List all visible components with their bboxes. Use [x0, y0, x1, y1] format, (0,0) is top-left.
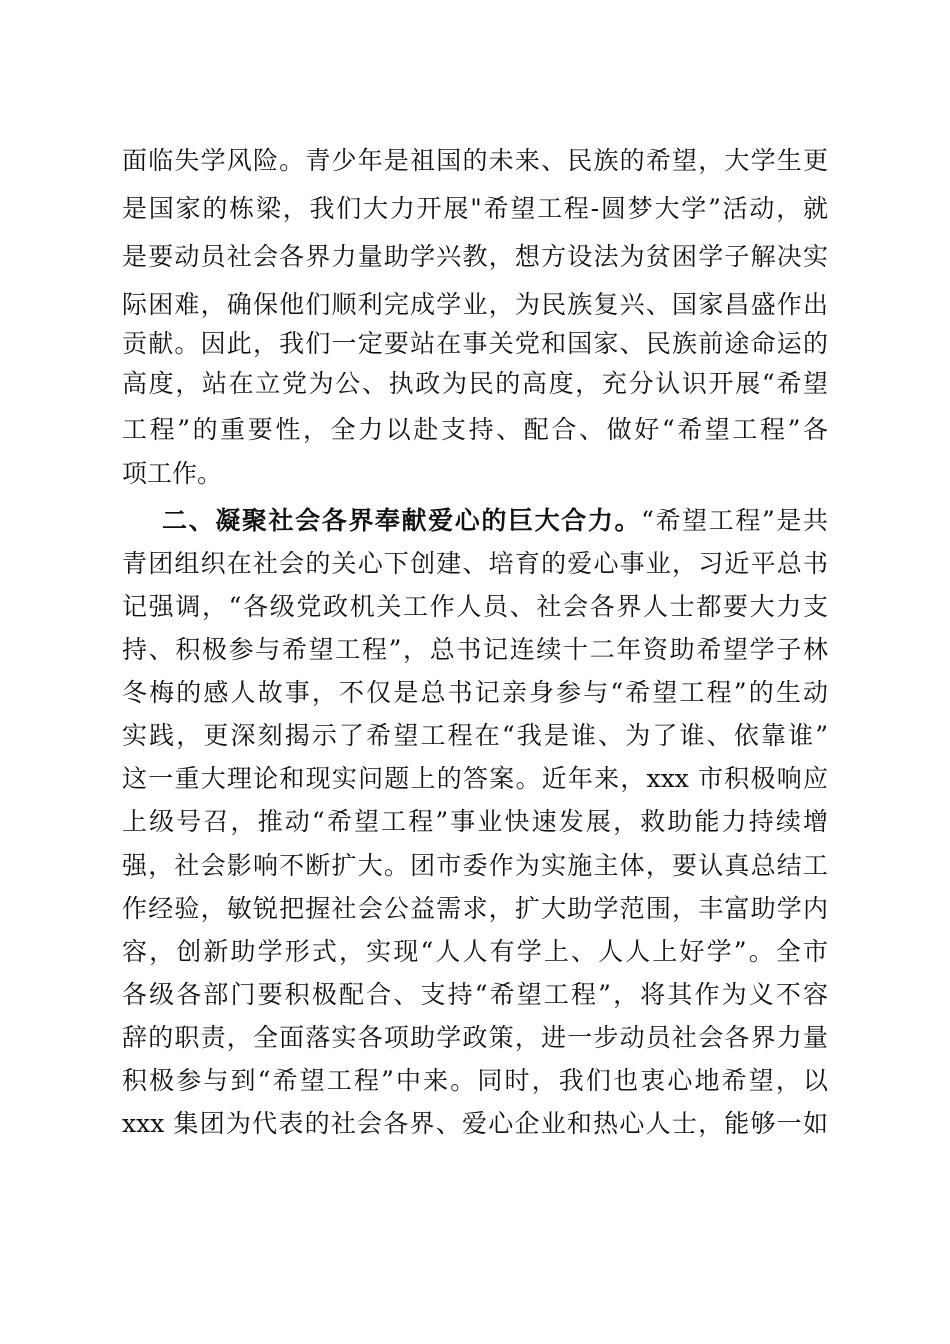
- paragraph-first-line: [162, 499, 828, 543]
- paragraph-line: 这一重大理论和现实问题上的答案。近年来，xxx 市积极响应: [122, 764, 828, 793]
- paragraph-line: 高度，站在立党为公、执政为民的高度，充分认识开展“希望: [122, 369, 828, 398]
- paragraph-line: 项工作。: [122, 459, 223, 488]
- paragraph-line: 辞的职责，全面落实各项助学政策，进一步动员社会各界力量: [122, 1023, 828, 1052]
- paragraph-line: 作经验，敏锐把握社会公益需求，扩大助学范围，丰富助学内: [122, 894, 828, 923]
- paragraph-line: 实践，更深刻揭示了希望工程在“我是谁、为了谁、依靠谁”: [122, 721, 828, 750]
- heading-continuation: “希望工程”是共: [641, 506, 828, 535]
- paragraph-line: 容，创新助学形式，实现“人人有学上、人人上好学”。全市: [122, 937, 828, 966]
- paragraph-line: 贡献。因此，我们一定要站在事关党和国家、民族前途命运的: [122, 329, 828, 358]
- section-heading: 二、凝聚社会各界奉献爱心的巨大合力。: [162, 506, 642, 535]
- paragraph-line: 际困难，确保他们顺利完成学业，为民族复兴、国家昌盛作出: [122, 290, 828, 319]
- paragraph-line: 持、积极参与希望工程”，总书记连续十二年资助希望学子林: [122, 635, 828, 664]
- paragraph-line: 面临失学风险。青少年是祖国的未来、民族的希望，大学生更: [122, 146, 828, 175]
- paragraph-line: 强，社会影响不断扩大。团市委作为实施主体，要认真总结工: [122, 851, 828, 880]
- paragraph-line: 上级号召，推动“希望工程”事业快速发展，救助能力持续增: [122, 807, 828, 836]
- paragraph-line: 积极参与到“希望工程”中来。同时，我们也衷心地希望，以: [122, 1066, 828, 1095]
- paragraph-line: 是要动员社会各界力量助学兴教，想方设法为贫困学子解决实: [122, 242, 828, 271]
- paragraph-line: 青团组织在社会的关心下创建、培育的爱心事业，习近平总书: [122, 549, 828, 578]
- paragraph-line: 冬梅的感人故事，不仅是总书记亲身参与“希望工程”的生动: [122, 678, 828, 707]
- paragraph-line: 是国家的栋梁，我们大力开展"希望工程-圆梦大学”活动，就: [122, 194, 828, 223]
- paragraph-line: 记强调，“各级党政机关工作人员、社会各界人士都要大力支: [122, 592, 828, 621]
- paragraph-line: 各级各部门要积极配合、支持“希望工程”，将其作为义不容: [122, 980, 828, 1009]
- paragraph-line: xxx 集团为代表的社会各界、爱心企业和热心人士，能够一如: [122, 1109, 828, 1138]
- paragraph-line: 工程”的重要性，全力以赴支持、配合、做好“希望工程”各: [122, 415, 828, 444]
